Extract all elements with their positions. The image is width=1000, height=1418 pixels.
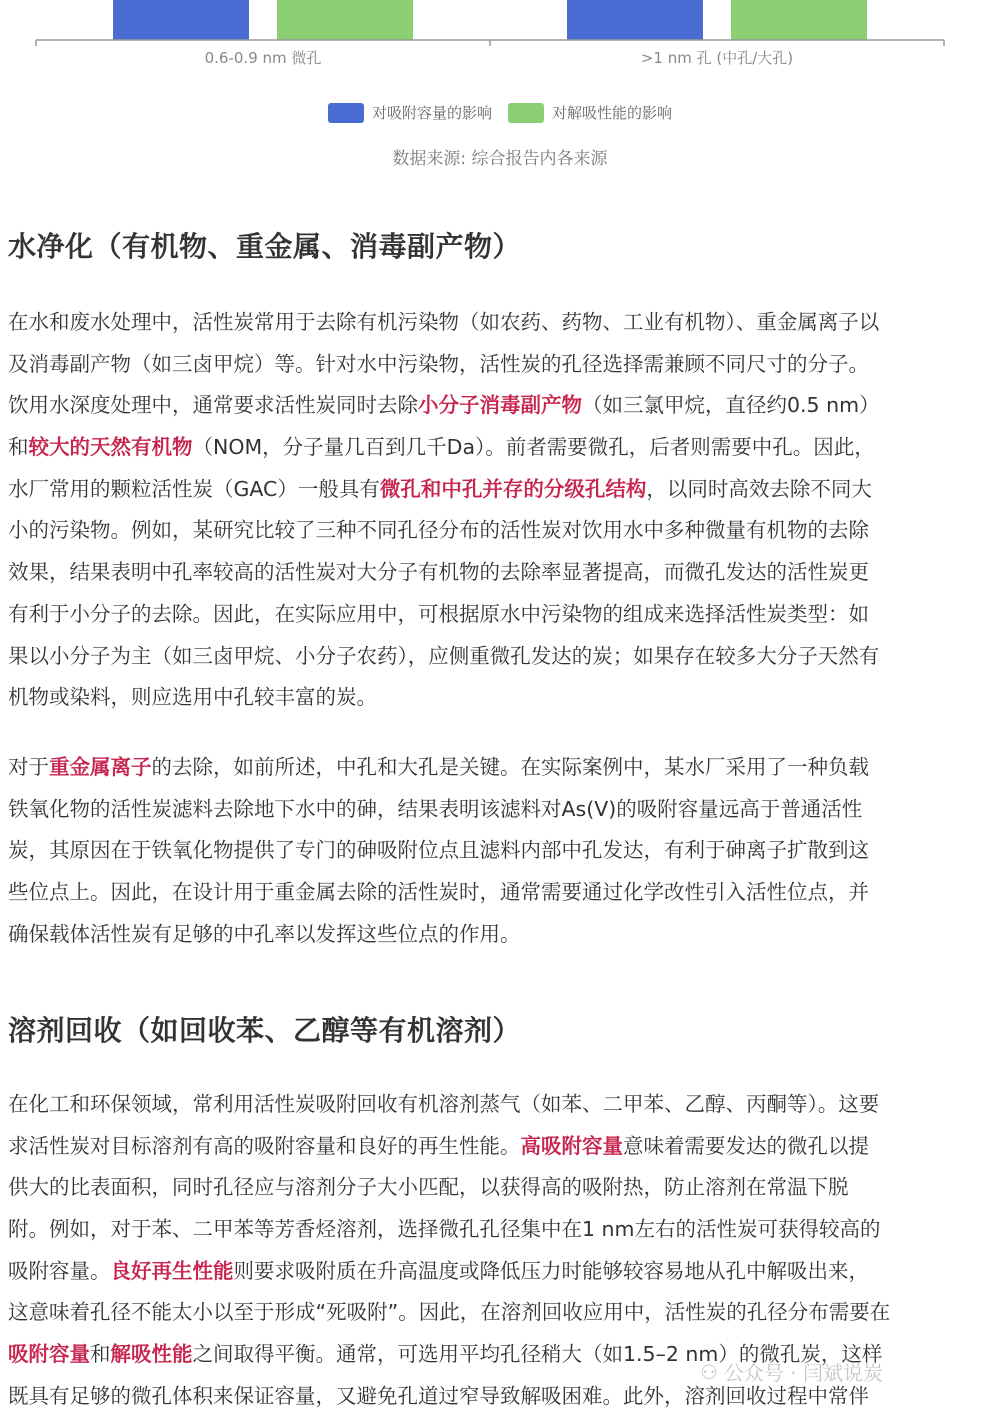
text-run: 及消毒副产物（如三卤甲烷）等。针对水中污染物，活性炭的孔径选择需兼顾不同尺寸的分子。 <box>8 351 869 376</box>
highlighted-term: 高吸附容量 <box>520 1133 623 1158</box>
text-run: 在化工和环保领域，常利用活性炭吸附回收有机溶剂蒸气（如苯、二甲苯、乙醇、丙酮等）。这要 <box>8 1092 880 1116</box>
text-run: 吸附容量。 <box>8 1258 111 1283</box>
x-tick-label: 0.6-0.9 nm 微孔 <box>204 49 322 67</box>
chart-source-note: 数据来源: 综合报告内各来源 <box>392 149 608 169</box>
text-run: 意味着需要发达的微孔以提 <box>623 1133 869 1158</box>
text-run: 水厂常用的颗粒活性炭（GAC）一般具有 <box>8 476 380 501</box>
bar <box>113 0 249 40</box>
section-title-water-purification: 水净化（有机物、重金属、消毒副产物） <box>8 230 522 263</box>
paragraph-water-purification-1 <box>8 302 993 719</box>
section-title-solvent-recovery: 溶剂回收（如回收苯、乙醇等有机溶剂） <box>8 1014 522 1047</box>
text-line <box>8 747 993 789</box>
highlighted-term: 小分子消毒副产物 <box>418 393 582 418</box>
text-run: （NOM，分子量几百到几千Da）。前者需要微孔，后者则需要中孔。因此， <box>192 435 875 460</box>
text-run: 炭，其原因在于铁氧化物提供了专门的砷吸附位点且滤料内部中孔发达，有利于砷离子扩散到这 <box>8 838 869 863</box>
text-run: 确保载体活性炭有足够的中孔率以发挥这些位点的作用。 <box>8 921 521 946</box>
text-run: 效果，结果表明中孔率较高的活性炭对大分子有机物的去除率显著提高，而微孔发达的活性炭更 <box>8 560 869 585</box>
text-line <box>8 1126 993 1168</box>
text-line <box>8 1084 993 1126</box>
legend-item <box>508 102 672 123</box>
paragraph-water-purification-2 <box>8 747 993 955</box>
text-run: 则要求吸附质在升高温度或降低压力时能够较容易地从孔中解吸出来， <box>233 1258 869 1283</box>
text-line <box>8 914 993 956</box>
highlighted-term: 解吸性能 <box>110 1342 193 1367</box>
text-run: 果以小分子为主（如三卤甲烷、小分子农药），应侧重微孔发达的炭；如果存在较多大分子天然有 <box>8 643 880 668</box>
watermark <box>700 1357 883 1386</box>
text-line <box>8 1167 993 1209</box>
text-line <box>8 789 993 831</box>
legend-label: 对解吸性能的影响 <box>552 104 673 122</box>
text-run: 这意味着孔径不能太小以至于形成“死吸附”。因此，在溶剂回收应用中，活性炭的孔径分布需要在 <box>8 1300 891 1325</box>
text-run: ，以同时高效去除不同大 <box>646 476 872 501</box>
text-line <box>8 594 993 636</box>
text-line <box>8 510 993 552</box>
text-run: 供大的比表面积，同时孔径应与溶剂分子大小匹配，以获得高的吸附热，防止溶剂在常温下脱 <box>8 1175 849 1200</box>
legend-swatch <box>328 103 364 123</box>
text-run: 和 <box>90 1342 111 1367</box>
watermark-text: 公众号 · 闫斌说炭 <box>723 1361 884 1385</box>
text-line <box>8 552 993 594</box>
legend-label: 对吸附容量的影响 <box>371 104 492 122</box>
text-line <box>8 636 993 678</box>
text-line <box>8 830 993 872</box>
bar-chart <box>0 0 1000 180</box>
text-run: 小的污染物。例如，某研究比较了三种不同孔径分布的活性炭对饮用水中多种微量有机物的去除 <box>8 518 869 543</box>
legend-item <box>328 102 492 123</box>
highlighted-term: 较大的天然有机物 <box>28 435 193 460</box>
text-line <box>8 1292 993 1334</box>
text-run: 机物或染料，则应选用中孔较丰富的炭。 <box>8 685 377 710</box>
text-line <box>8 677 993 719</box>
bar <box>567 0 703 40</box>
legend-swatch <box>508 103 544 123</box>
bar <box>277 0 413 40</box>
text-run: 既具有足够的微孔体积来保证容量，又避免孔道过窄导致解吸困难。此外，溶剂回收过程中常伴 <box>8 1383 869 1408</box>
text-line <box>8 385 993 427</box>
text-run: 之间取得平衡。通常，可选用平均孔径稍大（如1.5–2 nm）的微孔炭，这样 <box>192 1342 883 1367</box>
text-run: （如三氯甲烷，直径约0.5 nm） <box>582 393 880 418</box>
text-line <box>8 1251 993 1293</box>
text-line <box>8 344 993 386</box>
text-line <box>8 872 993 914</box>
x-tick-label: >1 nm 孔 (中孔/大孔) <box>640 49 794 67</box>
bar <box>731 0 867 40</box>
text-run: 求活性炭对目标溶剂有高的吸附容量和良好的再生性能。 <box>8 1133 521 1158</box>
bar-chart-plot <box>0 0 1000 100</box>
text-line <box>8 469 993 511</box>
text-line <box>8 427 993 469</box>
wechat-icon: ⚇ <box>700 1359 718 1384</box>
text-run: 些位点上。因此，在设计用于重金属去除的活性炭时，通常需要通过化学改性引入活性位点，并 <box>8 880 869 905</box>
chart-legend <box>0 102 1000 123</box>
highlighted-term: 吸附容量 <box>8 1342 90 1367</box>
text-run: 附。例如，对于苯、二甲苯等芳香烃溶剂，选择微孔孔径集中在1 nm左右的活性炭可获得较高的 <box>8 1217 881 1242</box>
highlighted-term: 微孔和中孔并存的分级孔结构 <box>379 476 647 501</box>
text-run: 的去除，如前所述，中孔和大孔是关键。在实际案例中，某水厂采用了一种负载 <box>151 755 869 779</box>
text-line <box>8 1209 993 1251</box>
highlighted-term: 良好再生性能 <box>110 1258 234 1283</box>
text-run: 在水和废水处理中，活性炭常用于去除有机污染物（如农药、药物、工业有机物）、重金属离子以 <box>8 310 880 334</box>
text-line <box>8 302 993 344</box>
text-run: 和 <box>8 435 29 460</box>
text-run: 铁氧化物的活性炭滤料去除地下水中的砷，结果表明该滤料对As(V)的吸附容量远高于普通活性 <box>8 796 863 821</box>
highlighted-term: 重金属离子 <box>49 755 152 779</box>
text-run: 对于 <box>8 755 49 779</box>
text-run: 有利于小分子的去除。因此，在实际应用中，可根据原水中污染物的组成来选择活性炭类型：如 <box>8 601 869 626</box>
text-run: 饮用水深度处理中，通常要求活性炭同时去除 <box>8 393 418 418</box>
